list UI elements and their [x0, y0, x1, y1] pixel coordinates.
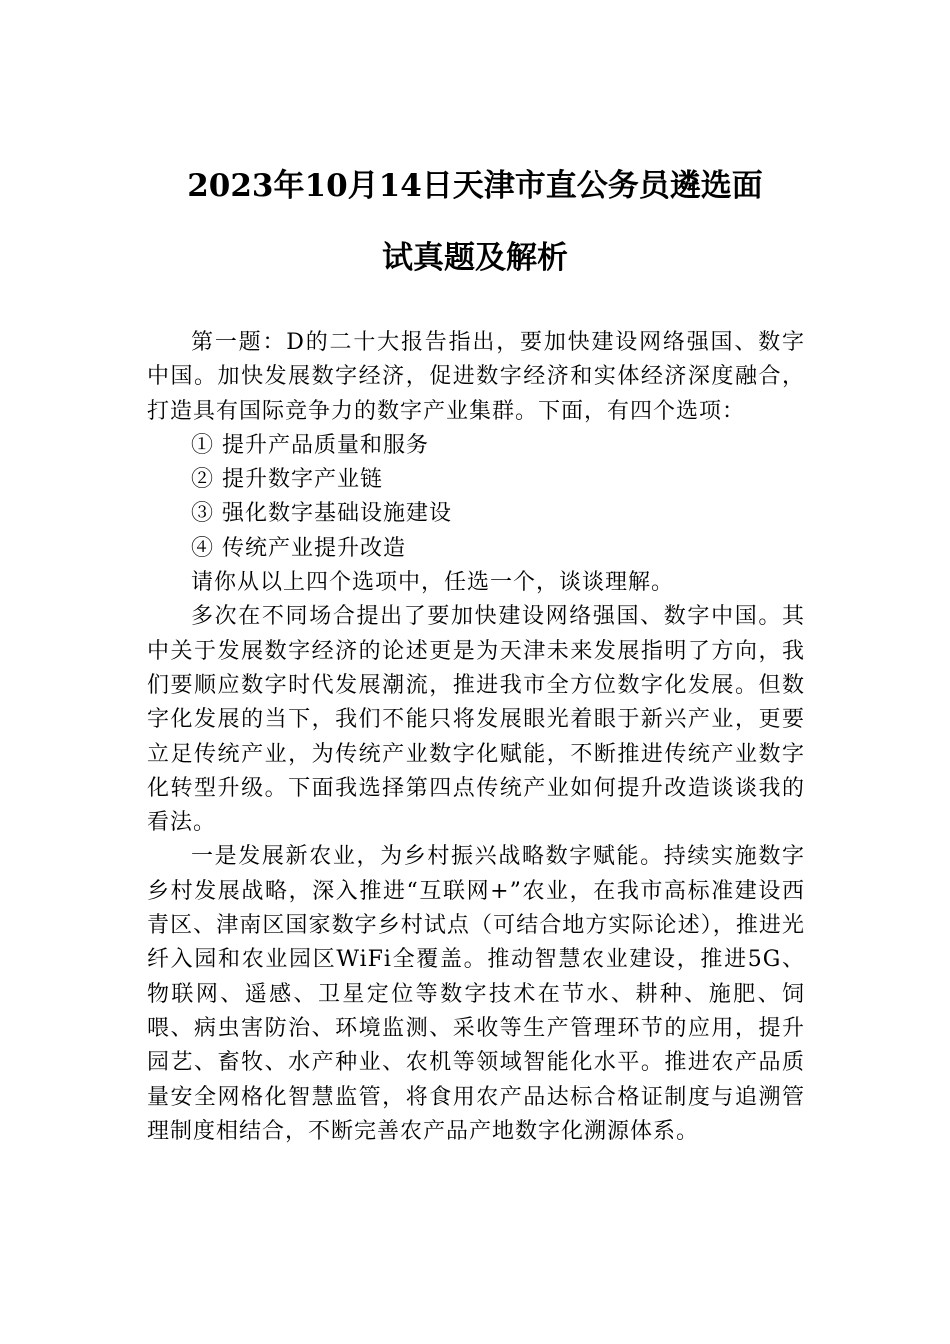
title-line-2: 试真题及解析: [382, 240, 568, 276]
instruction-paragraph: 请你从以上四个选项中，任选一个，谈谈理解。: [191, 570, 675, 596]
question-intro-paragraph: 第一题：D的二十大报告指出，要加快建设网络强国、数字中国。加快发展数字经济，促进数字经济和实体经济深度融合，打造具有国际竞争力的数字产业集群。下面，有四个选项：: [147, 330, 805, 424]
option-item-4: ④ 传统产业提升改造: [191, 535, 406, 561]
point-one-paragraph: 一是发展新农业，为乡村振兴战略数字赋能。持续实施数字乡村发展战略，深入推进“互联网+”农业，在我市高标准建设西青区、津南区国家数字乡村试点（可结合地方实际论述），推进光纤入园和农业园区WiFi全覆盖。推动智慧农业建设，推进5G、物联网、遥感、卫星定位等数字技术在节水、耕种、施肥、饲喂、病虫害防治、环境监测、采收等生产管理环节的应用，提升园艺、畜牧、水产种业、农机等领域智能化水平。推进农产品质量安全网格化智慧监管，将食用农产品达标合格证制度与追溯管理制度相结合，不断完善农产品产地数字化溯源体系。: [147, 844, 805, 1144]
title-line-1: 2023年10月14日天津市直公务员遴选面: [187, 168, 763, 204]
option-item-3: ③ 强化数字基础设施建设: [191, 501, 452, 527]
option-item-1: ① 提升产品质量和服务: [191, 432, 429, 458]
document-body: [147, 326, 805, 1149]
answer-intro-paragraph: 多次在不同场合提出了要加快建设网络强国、数字中国。其中关于发展数字经济的论述更是为天津未来发展指明了方向，我们要顺应数字时代发展潮流，推进我市全方位数字化发展。但数字化发展的当下，我们不能只将发展眼光着眼于新兴产业，更要立足传统产业，为传统产业数字化赋能，不断推进传统产业数字化转型升级。下面我选择第四点传统产业如何提升改造谈谈我的看法。: [147, 604, 805, 836]
document-title: [120, 150, 830, 294]
option-item-2: ② 提升数字产业链: [191, 467, 383, 493]
